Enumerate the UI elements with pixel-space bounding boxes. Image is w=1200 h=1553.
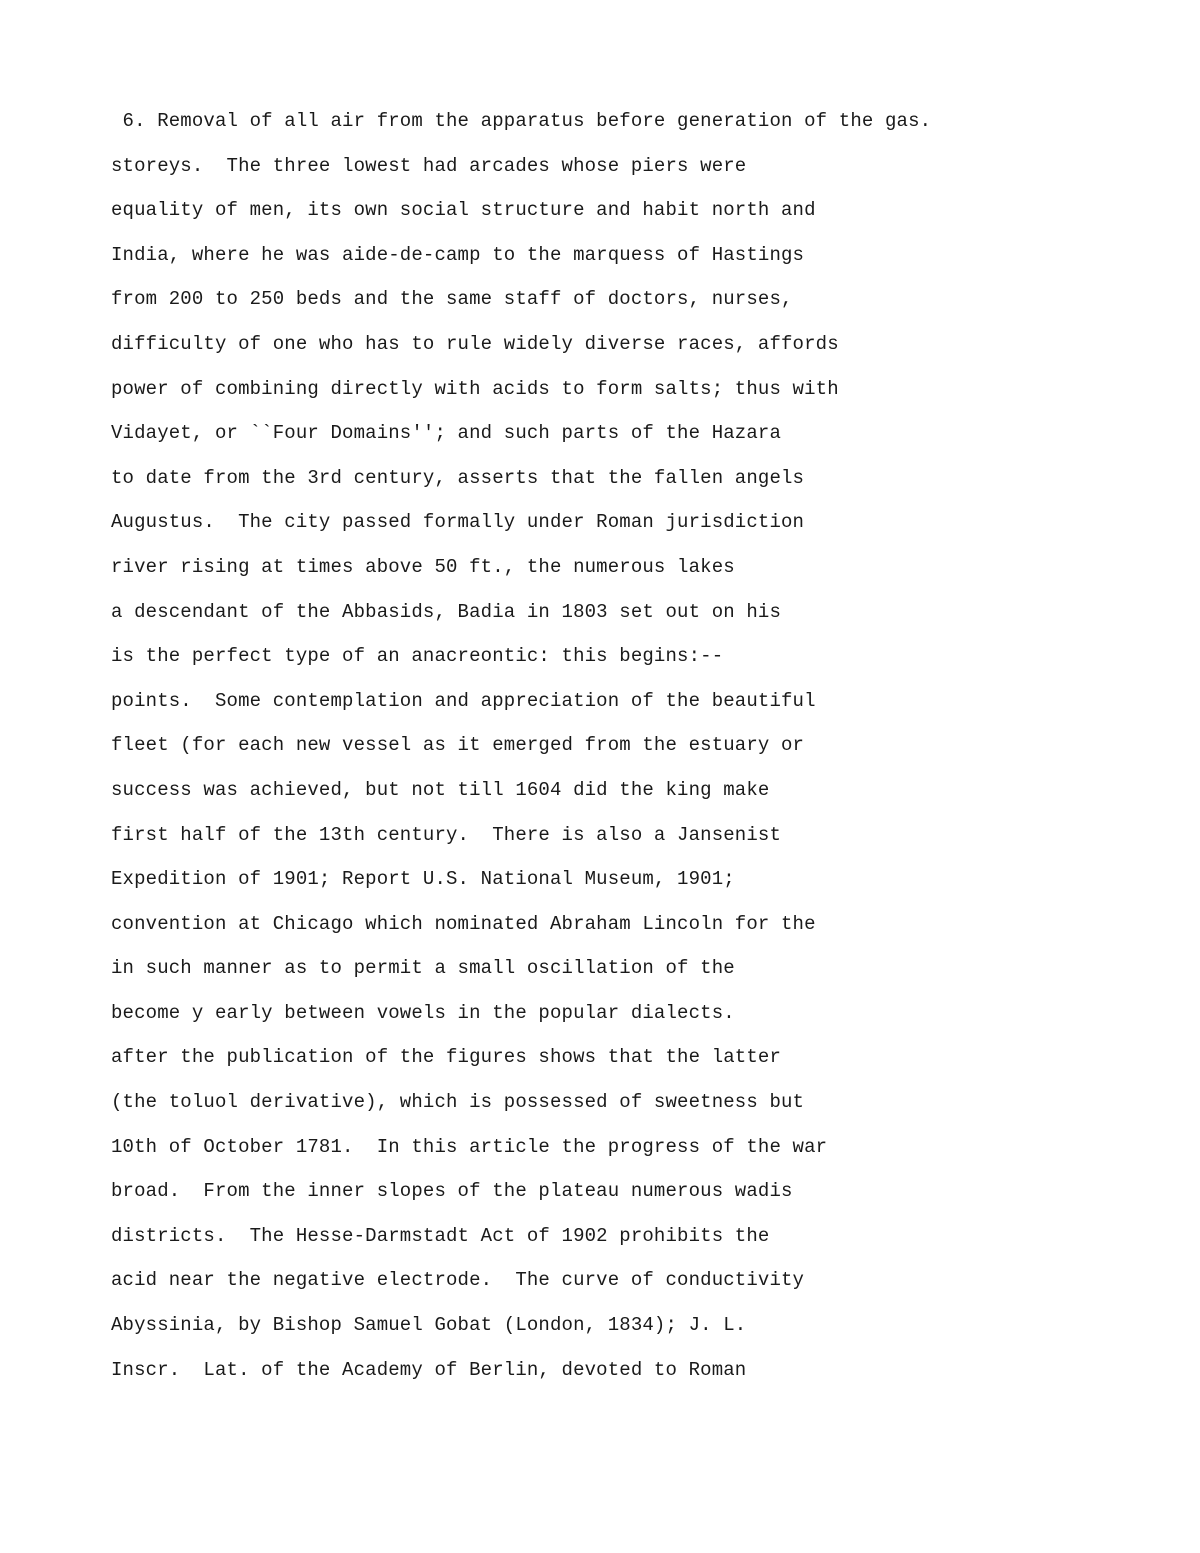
text-line: power of combining directly with acids to form salts; thus with [111, 377, 839, 400]
text-line: difficulty of one who has to rule widely diverse races, affords [111, 332, 839, 355]
text-line: (the toluol derivative), which is possessed of sweetness but [111, 1091, 805, 1114]
text-line: in such manner as to permit a small oscillation of the [111, 957, 735, 980]
text-line: fleet (for each new vessel as it emerged from the estuary or [111, 734, 805, 757]
text-line: equality of men, its own social structure and habit north and [111, 199, 816, 222]
text-line: 10th of October 1781. In this article the progress of the war [111, 1135, 828, 1158]
text-line: points. Some contemplation and appreciation of the beautiful [111, 689, 816, 712]
text-line: acid near the negative electrode. The curve of conductivity [111, 1269, 805, 1292]
text-line: Augustus. The city passed formally under Roman jurisdiction [111, 511, 805, 534]
text-line: success was achieved, but not till 1604 did the king make [111, 778, 770, 801]
text-line: convention at Chicago which nominated Abraham Lincoln for the [111, 912, 816, 935]
text-line: river rising at times above 50 ft., the numerous lakes [111, 555, 735, 578]
text-line: to date from the 3rd century, asserts that the fallen angels [111, 466, 805, 489]
text-line: after the publication of the figures shows that the latter [111, 1046, 782, 1069]
text-line: districts. The Hesse-Darmstadt Act of 1902 prohibits the [111, 1224, 770, 1247]
text-line: 6. Removal of all air from the apparatus before generation of the gas. [111, 110, 932, 132]
text-line: Vidayet, or ``Four Domains''; and such parts of the Hazara [111, 422, 782, 445]
text-line: Abyssinia, by Bishop Samuel Gobat (London, 1834); J. L. [111, 1314, 747, 1337]
text-line: from 200 to 250 beds and the same staff of doctors, nurses, [111, 288, 793, 311]
text-line: become y early between vowels in the popular dialects. [111, 1001, 735, 1024]
text-line: storeys. The three lowest had arcades whose piers were [111, 154, 747, 177]
text-line: India, where he was aide-de-camp to the marquess of Hastings [111, 243, 805, 266]
text-line: Expedition of 1901; Report U.S. National Museum, 1901; [111, 868, 735, 891]
text-line: Inscr. Lat. of the Academy of Berlin, devoted to Roman [111, 1358, 747, 1381]
text-line: first half of the 13th century. There is also a Jansenist [111, 823, 782, 846]
document-body [111, 106, 1171, 1399]
text-line: is the perfect type of an anacreontic: this begins:-- [111, 645, 724, 668]
text-line: broad. From the inner slopes of the plateau numerous wadis [111, 1180, 793, 1203]
text-line: a descendant of the Abbasids, Badia in 1803 set out on his [111, 600, 782, 623]
